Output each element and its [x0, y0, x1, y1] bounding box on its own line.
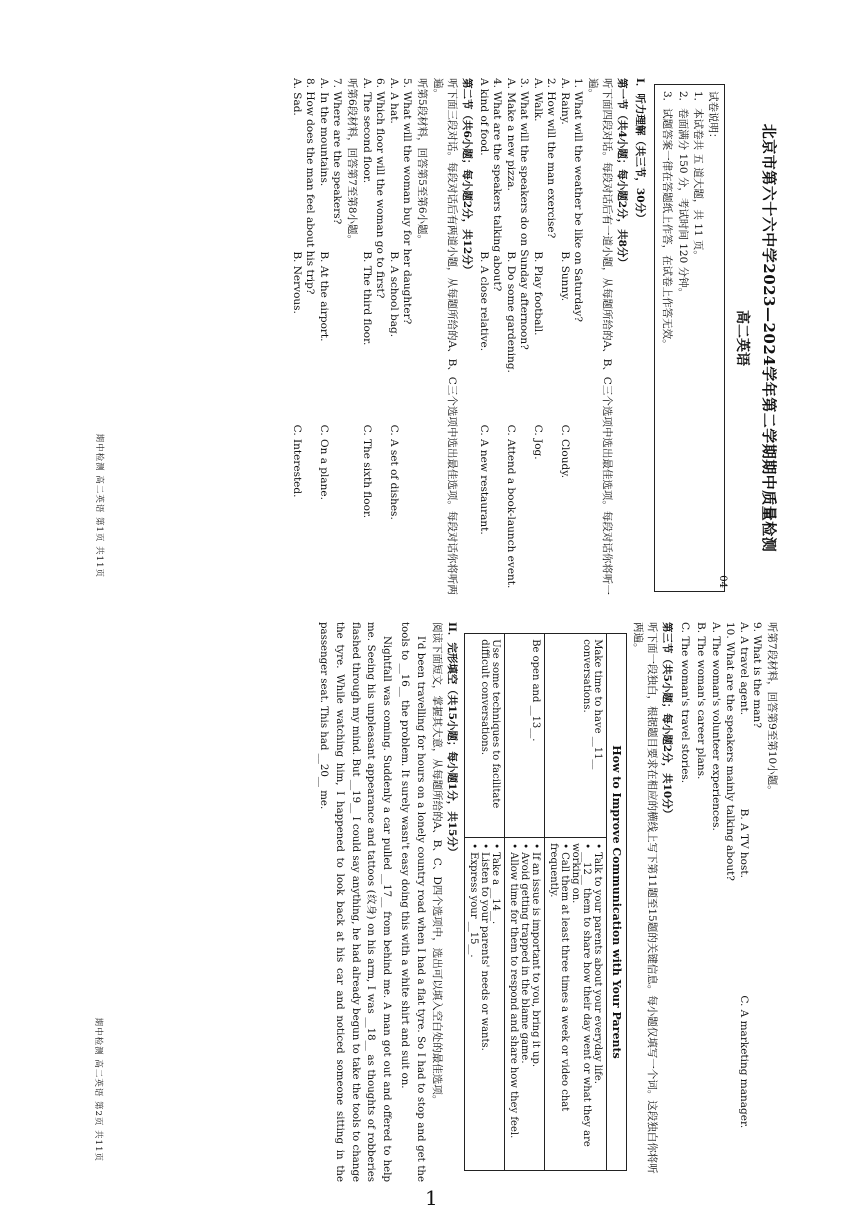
instruction-line: 3．试题答案一律在答题纸上作答，在试卷上作答无效。	[661, 91, 674, 350]
option: B. Play football.	[531, 251, 544, 336]
option: A. Make a new pizza.	[504, 78, 517, 191]
option: B. A close relative.	[477, 251, 490, 352]
exam-title: 北京市第六十六中学2023—2024学年第二学期期中质量检测	[760, 123, 778, 553]
bullet-item: • Call them at least three times a week or video chat frequently.	[547, 843, 570, 1112]
table-title: How to Improve Communication with Your Parents	[606, 634, 626, 1171]
question-8: 8. How does the man feel about his trip?	[304, 78, 317, 295]
question-5-options	[388, 78, 400, 598]
bullet-item: • Take a __14__.	[489, 843, 501, 925]
option: A kind of food.	[477, 78, 490, 156]
question-1-options	[559, 78, 571, 598]
option: C. A marketing manager.	[737, 995, 750, 1129]
table-cell: Be open and __13__.	[504, 634, 544, 838]
group-7-label: 听第7段材料，回答第9至第10小题。	[766, 622, 778, 796]
question-7: 7. Where are the speakers?	[331, 78, 344, 225]
group-6-label: 听第6段材料，回答第7至第8小题。	[346, 78, 359, 246]
instructions-box	[654, 84, 725, 592]
option: A. In the mountains.	[318, 78, 331, 187]
bullet-item: • Avoid getting trapped in the blame game.	[518, 843, 530, 1064]
question-4-options	[478, 78, 490, 598]
question-6: 6. Which floor will the woman go to first?	[374, 78, 387, 299]
bullet-item: • Listen to your parents' needs or wants.	[478, 843, 490, 1051]
question-1: 1. What will the weather be like on Saturday?	[571, 78, 584, 322]
cloze-passage	[315, 622, 428, 1182]
option: B. Do some gardening.	[504, 251, 517, 373]
bullet-item: • __12__ them to share how their day went or what they are working on.	[569, 843, 592, 1147]
question-3-options	[505, 78, 517, 598]
table-cell	[504, 838, 544, 1171]
question-2-options	[532, 78, 544, 598]
table-cell: Make time to have __11__ conversations.	[544, 634, 606, 838]
option: B. A TV host.	[737, 808, 750, 878]
option: C. A set of dishes.	[388, 424, 401, 520]
bullet-item: • Allow time for them to respond and share how they feel.	[507, 843, 519, 1139]
section1-instructions: 听下面四段对话。每段对话后有一道小题，从每题所给的A、B、C三个选项中选出最佳选项。每段对话你将听一遍。	[586, 78, 614, 595]
question-7-options	[318, 78, 330, 598]
passage-paragraph: Nightfall was coming. Suddenly a car pulled __17__ from behind me. A man got out and offered to help me. Seeing his unpleasant appearance and tattoos (纹身) on his arm, I was __18__ as thoughts of robberies flashed through my mind. But __19__ I could say anything, he had already begun to take the tools to change the tyre. While watching him, I happened to look back at his car and noticed someone sitting in the passenger seat. This had __20__ me.	[317, 622, 393, 1182]
option: C. The sixth floor.	[361, 424, 374, 519]
exam-subject: 高二英语	[734, 310, 750, 366]
option: B. Sunny.	[558, 251, 571, 302]
table-row	[464, 634, 504, 1171]
question-4: 4. What are the speakers talking about?	[490, 78, 503, 292]
option: B. At the airport.	[318, 251, 331, 342]
bullet-item: • Talk to your parents about your everyday life.	[591, 843, 603, 1084]
option: C. Attend a book-launch event.	[504, 424, 517, 589]
exam-page-2	[90, 622, 780, 1182]
option: A. The second floor.	[361, 78, 374, 184]
table-cell	[464, 838, 504, 1171]
page-number: 1	[425, 1186, 438, 1210]
section3-heading: 第三节（共5小题；每小题2分，共10分）	[661, 622, 674, 820]
question-10: 10. What are the speakers mainly talking about?	[723, 622, 736, 881]
option: A. Sad.	[291, 78, 304, 116]
option: C. Interested.	[291, 424, 304, 498]
option: C. A new restaurant.	[477, 424, 490, 535]
communication-table	[464, 633, 627, 1171]
question-9-options	[738, 622, 750, 1182]
option: C. The woman's travel stories.	[679, 622, 692, 784]
section1-heading: 第一节（共4小题；每小题2分，共8分）	[616, 78, 629, 268]
table-row	[504, 634, 544, 1171]
option: C. On a plane.	[318, 424, 331, 500]
option: C. Cloudy.	[558, 424, 571, 479]
passage-paragraph: I'd been travelling for hours on a lonely country road when I had a flat tyre. So I had to stop and get the tools to __16__ the problem. It surely wasn't easy doing this with a white shirt and suit on.	[398, 622, 426, 1182]
page-footer: 期中检测 高二英语 第2页 共11页	[93, 1017, 103, 1162]
question-block	[478, 78, 584, 598]
part1-heading: I．听力理解（共三节，30分）	[634, 78, 647, 224]
section3-instructions: 听下面一段独白，根据题目要求在相应的横线上写下第11题至15题的关键信息。每小题仅填写一个词。这段独白你将听两遍。	[632, 622, 659, 1174]
option: A. Rainy.	[558, 78, 571, 125]
part2-instructions: 阅读下面短文，掌握其大意，从每题所给的A、B、C、D四个选项中，选出可以填入空白处的最佳选项。	[430, 622, 443, 1106]
group-5-label: 听第5段材料，回答第5至第6小题。	[416, 78, 429, 246]
option: A. A hat.	[388, 78, 401, 124]
option: B. The third floor.	[361, 251, 374, 346]
question-2: 2. How will the man exercise?	[544, 78, 557, 239]
table-row	[544, 634, 606, 1171]
table-cell: Use some techniques to facilitate difficult conversations.	[464, 634, 504, 838]
option: A. Walk.	[531, 78, 544, 122]
question-9: 9. What is the man?	[750, 622, 763, 728]
option: A. The woman's volunteer experiences.	[709, 622, 722, 831]
exam-code: 04	[717, 575, 728, 588]
option: A. A travel agent.	[737, 622, 750, 716]
bullet-item: • Express your __15__.	[467, 843, 479, 958]
option: B. The woman's career plans.	[694, 622, 707, 780]
exam-page-1	[90, 78, 780, 598]
page-footer: 期中检测 高二英语 第1页 共11页	[94, 433, 104, 578]
section2-instructions: 听下面三段对话。每段对话后有两道小题，从每题所给的A、B、C三个选项中选出最佳选项。每段对话你将听两遍。	[431, 78, 458, 595]
section2-heading: 第二节（共6小题；每小题2分，共12分）	[460, 78, 473, 276]
option: B. A school bag.	[388, 251, 401, 338]
instructions-heading: 试卷说明：	[707, 91, 719, 144]
question-5: 5. What will the woman buy for her daughter?	[401, 78, 414, 325]
option: C. Jog.	[531, 424, 544, 460]
question-3: 3. What will the speakers do on Sunday afternoon?	[517, 78, 530, 350]
table-cell	[544, 838, 606, 1171]
question-6-options	[361, 78, 373, 598]
bullet-item: • If an issue is important to you, bring it up.	[529, 843, 541, 1068]
part2-heading: II．完形填空（共15小题；每小题1分，共15分）	[445, 622, 458, 858]
instruction-line: 2．卷面满分 150 分，考试时间 120 分钟。	[676, 91, 689, 299]
instruction-line: 1．本试卷共 五 道大题，共 11 页。	[691, 91, 704, 261]
question-8-options	[291, 78, 303, 598]
option: B. Nervous.	[291, 251, 304, 314]
